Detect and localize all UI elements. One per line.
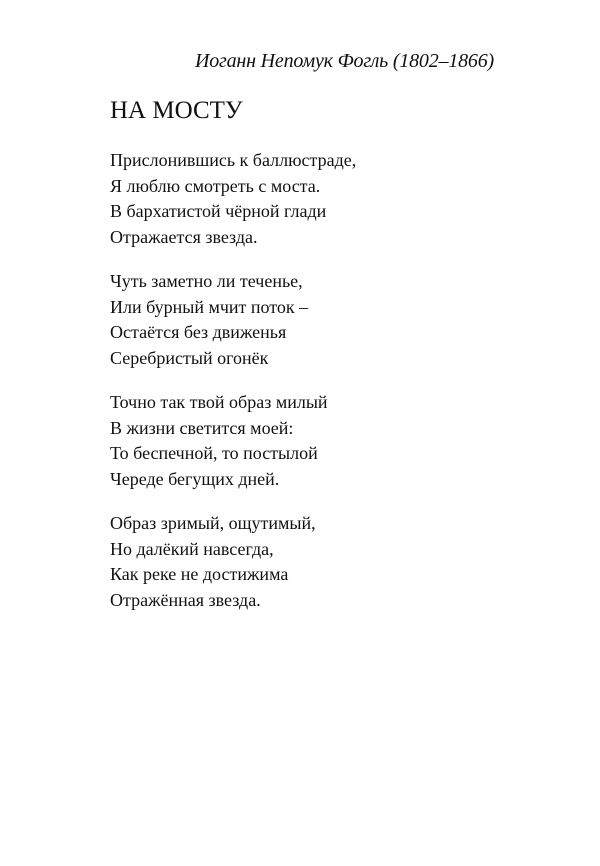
poem-line: Или бурный мчит поток –: [110, 296, 309, 317]
poem-line: В бархатистой чёрной глади: [110, 201, 327, 221]
poem-line: Как реке не достижима: [110, 564, 289, 584]
poem-line: Череде бегущих дней.: [110, 468, 280, 489]
poem-title: НА МОСТУ: [110, 97, 243, 124]
poem-line: Я люблю смотреть с моста.: [110, 175, 321, 196]
poem-line: Остаётся без движенья: [110, 322, 287, 342]
poem-line: Чуть заметно ли теченье,: [110, 271, 303, 291]
stanza: [110, 511, 356, 613]
poem-line: Прислонившись к баллюстраде,: [110, 150, 357, 170]
poem-line: В жизни светится моей:: [110, 417, 294, 438]
poem-line: Образ зримый, ощутимый,: [110, 513, 316, 533]
poem-line: Отражённая звезда.: [110, 589, 261, 610]
poem-body: [110, 148, 356, 632]
poem-line: Серебристый огонёк: [110, 347, 269, 368]
stanza: [110, 269, 356, 371]
poem-line: Отражается звезда.: [110, 226, 258, 247]
stanza: [110, 390, 356, 492]
poem-line: Но далёкий навсегда,: [110, 538, 274, 559]
poem-line: Точно так твой образ милый: [110, 392, 328, 412]
poem-line: То беспечной, то постылой: [110, 443, 318, 463]
author-line: Иоганн Непомук Фогль (1802–1866): [194, 50, 494, 72]
stanza: [110, 148, 356, 250]
